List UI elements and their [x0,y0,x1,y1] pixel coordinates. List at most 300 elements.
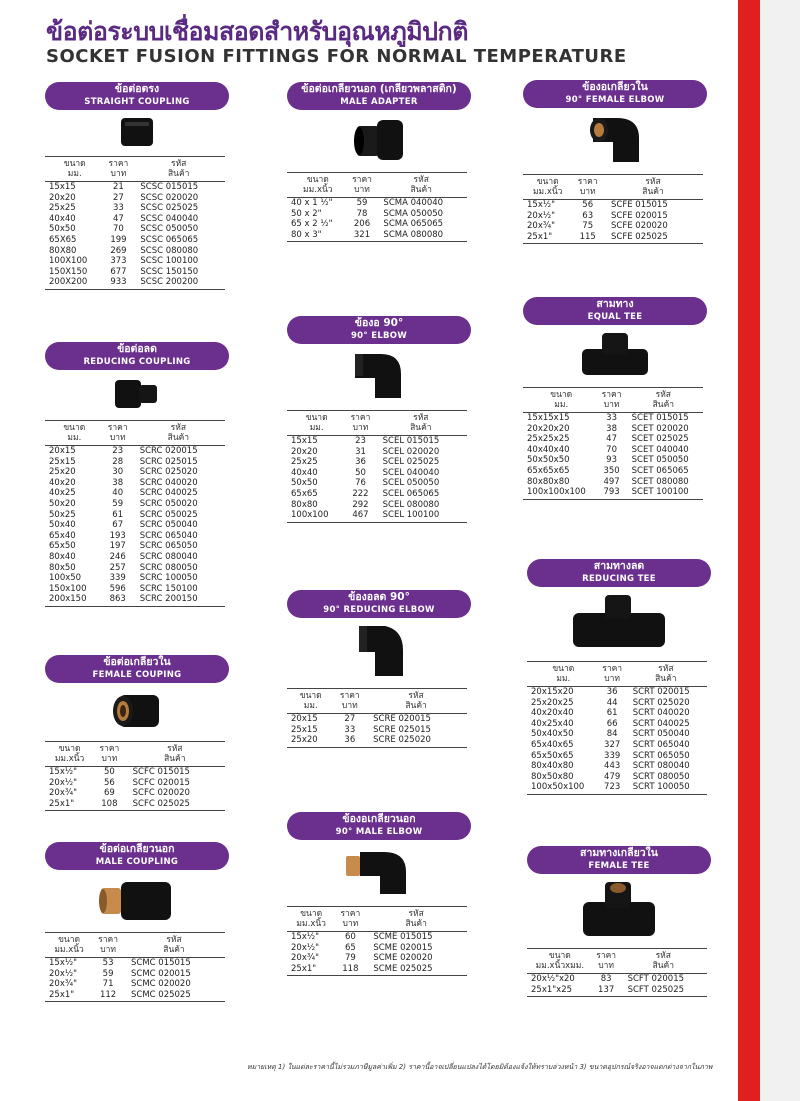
cell-size: 65X65 [49,234,77,245]
cell-code: SCMC 020015 [130,968,191,979]
table-row [287,943,467,954]
cell-price: 60 [344,932,356,942]
header-code: รหัส สินค้า [365,907,467,932]
table-row [45,488,225,499]
table-row [523,221,703,232]
table-row [287,714,467,725]
cell-code: SCRC 020015 [139,446,198,456]
cell-code: SCRT 100050 [625,782,707,794]
section-90-male-elbow [287,812,471,976]
price-table [527,948,707,997]
price-table [45,420,225,607]
cell-size: 25x1" [523,232,572,244]
cell-code: SCMA 065065 [383,219,444,230]
section-name-english: STRAIGHT COUPLING [84,97,190,107]
section-name-english: 90° FEMALE ELBOW [565,95,665,105]
cell-code: SCME 025025 [365,964,467,976]
cell-code: SCSC 200200 [132,277,225,289]
cell-price: 197 [109,541,126,552]
cell-size: 20x15 [291,714,318,724]
header-size: ขนาด มม.xนิ้ว [45,742,94,767]
cell-code: SCMC 020020 [130,979,191,990]
table-row [527,687,707,698]
table-row [523,434,703,445]
cell-price: 75 [582,221,594,232]
cell-price: 933 [105,277,133,289]
product-image [351,350,407,406]
table-row [45,467,225,478]
cell-size: 200X200 [45,277,105,289]
product-image [587,114,643,170]
cell-code: SCET 015015 [631,413,689,423]
cell-price: 350 [603,465,620,476]
cell-size: 20x¾" [49,979,77,990]
section-label [523,297,707,325]
cell-size: 65x50x65 [531,750,574,761]
cell-size: 50x50x50 [527,455,570,466]
cell-price: 63 [582,210,594,221]
cell-size: 20x½" [291,942,319,953]
header-price: ราคา บาท [572,175,603,200]
product-image [349,624,409,684]
price-table-header [287,411,467,436]
cell-code: SCFC 020015 [132,777,190,788]
header-size: ขนาด มม. [45,157,105,182]
cell-size: 80 x 3" [287,230,349,242]
cell-price: 71 [102,979,114,990]
section-name-thai: ข้องอลด 90° [348,591,410,603]
cell-size: 15x15 [291,436,318,446]
product-image [580,331,650,383]
price-table-header [523,175,703,200]
table-row [45,235,225,246]
header-size: ขนาด มม.xนิ้ว [523,175,572,200]
section-name-thai: สามทางลด [593,560,645,572]
cell-price: 373 [110,256,127,267]
header-code: รหัส สินค้า [125,742,225,767]
cell-price: 33 [344,724,356,735]
cell-size: 25x25x25 [527,434,570,445]
cell-price: 61 [606,708,618,719]
cell-price: 339 [604,750,621,761]
price-table [523,174,703,244]
cell-code: SCMA 040040 [383,198,444,208]
cell-size: 20x½"x20 [531,974,575,984]
cell-code: SCRT 040020 [632,708,690,719]
price-table-header [527,949,707,974]
table-row [45,478,225,489]
cell-code: SCFC 025025 [125,799,225,811]
section-label [287,590,471,618]
cell-price: 115 [572,232,603,244]
table-row [45,193,225,204]
page-title-english: SOCKET FUSION FITTINGS FOR NORMAL TEMPERATURE [46,46,627,67]
section-name-thai: ข้อต่อเกลียวใน [103,656,171,668]
product-image [117,116,157,152]
header-size: ขนาด มม. [287,689,334,714]
price-table [45,156,225,290]
cell-size: 20x½" [49,968,77,979]
cell-price: 467 [346,510,374,522]
cell-size: 80X80 [49,245,77,256]
table-row [45,224,225,235]
cell-price: 44 [606,697,618,708]
section-name-thai: สามทางเกลียวใน [580,847,658,859]
cell-code: SCEL 020020 [382,446,440,457]
cell-size: 40x25x40 [531,718,574,729]
table-row [45,267,225,278]
price-table-header [523,388,703,413]
cell-size: 25x20 [49,467,76,478]
cell-code: SCRC 025020 [139,467,198,478]
cell-price: 28 [112,456,124,467]
cell-code: SCRC 050040 [139,520,198,531]
cell-code: SCEL 080080 [382,499,440,510]
table-row [523,413,703,424]
cell-price: 27 [344,714,356,724]
product-image [579,880,659,944]
cell-size: 15x½" [291,932,319,942]
cell-size: 65x50 [49,541,76,552]
cell-size: 40x40x40 [527,444,570,455]
header-price: ราคา บาท [593,949,620,974]
header-price: ราคา บาท [94,742,124,767]
cell-price: 596 [109,583,126,594]
cell-price: 65 [344,942,356,953]
table-row [523,424,703,435]
cell-code: SCEL 050050 [382,478,440,489]
cell-price: 47 [113,213,124,224]
cell-size: 15x½" [49,958,77,968]
cell-code: SCRE 025020 [365,735,467,747]
table-row [287,457,467,468]
cell-size: 80x40 [49,551,76,562]
footnote: หมายเหตุ 1) ในแต่ละราคานี้ไม่รวมภาษีมูลค่าเพิ่ม 2) ราคานี้อาจเปลี่ยนแปลงได้โดยมิต้องแจ้งให้ทราบล่วงหน้า 3) ขนาดอุปกรณ์จริงอาจแตกต่างจากในภาพ [247,1063,713,1071]
cell-price: 677 [110,266,127,277]
cell-code: SCSC 080080 [140,245,199,256]
table-row [523,487,703,499]
section-label [45,342,229,370]
cell-code: SCRT 080050 [632,771,690,782]
table-row [45,969,225,980]
cell-code: SCSC 040040 [140,213,199,224]
cell-size: 50x50 [291,478,318,489]
cell-price: 53 [102,958,114,968]
cell-price: 257 [109,562,126,573]
cell-price: 36 [334,735,365,747]
table-row [45,446,225,457]
cell-code: SCRC 065050 [139,541,198,552]
header-code: รหัส สินค้า [123,933,225,958]
table-row [45,256,225,267]
cell-code: SCET 020020 [631,423,689,434]
table-row [527,729,707,740]
cell-price: 793 [600,487,624,499]
table-row [45,499,225,510]
table-row [287,500,467,511]
cell-price: 112 [93,990,123,1002]
cell-price: 38 [112,477,124,488]
table-row [527,751,707,762]
cell-size: 150X150 [49,266,88,277]
cell-size: 25x20x25 [531,697,574,708]
header-code: รหัส สินค้า [603,175,703,200]
header-size: ขนาด มม.xนิ้ว [287,907,335,932]
cell-price: 269 [110,245,127,256]
section-90-reducing-elbow [287,590,471,748]
section-label [287,812,471,840]
cell-code: SCMA 050050 [383,208,444,219]
cell-price: 59 [356,198,368,208]
cell-size: 20x20 [49,192,76,203]
cell-size: 80x40x80 [531,761,574,772]
cell-price: 38 [606,423,617,434]
cell-price: 30 [112,467,124,478]
price-table-header [45,421,225,446]
cell-code: SCMC 025025 [123,990,225,1002]
section-90-elbow [287,316,471,523]
cell-code: SCSC 100100 [140,256,199,267]
table-row [45,979,225,990]
cell-code: SCFE 020020 [611,221,668,232]
section-female-tee [527,846,711,997]
table-row [45,584,225,595]
cell-code: SCRT 040025 [632,718,690,729]
header-price: ราคา บาท [334,689,365,714]
header-code: รหัส สินค้า [375,173,467,198]
cell-price: 206 [353,219,371,230]
cell-price: 56 [103,777,115,788]
table-row [45,203,225,214]
cell-price: 118 [335,964,365,976]
cell-price: 83 [600,974,612,984]
cell-size: 65 x 2 ½" [291,219,333,230]
cell-price: 36 [606,687,618,697]
table-row [527,719,707,730]
cell-size: 40x25 [49,488,76,499]
cell-size: 40x20x40 [531,708,574,719]
header-price: ราคา บาท [93,933,123,958]
cell-code: SCET 065065 [631,465,689,476]
price-table-header [287,173,467,198]
cell-price: 723 [600,782,625,794]
section-name-english: MALE COUPLING [95,857,179,867]
cell-code: SCSC 065065 [140,234,199,245]
price-table [45,741,225,811]
table-row [45,563,225,574]
cell-code: SCRE 025015 [373,724,431,735]
cell-size: 20x¾" [291,953,319,964]
header-price: ราคา บาท [600,388,624,413]
header-price: ราคา บาท [104,421,132,446]
cell-code: SCFE 020015 [611,210,668,221]
cell-size: 100x50x100 [527,782,600,794]
cell-price: 50 [355,467,366,478]
cell-price: 137 [593,985,620,997]
cell-price: 21 [113,182,124,192]
cell-price: 31 [355,446,366,457]
section-name-english: 90° ELBOW [350,331,408,341]
cell-size: 50x25 [49,509,76,520]
product-image [113,376,161,416]
section-name-english: 90° MALE ELBOW [335,827,423,837]
section-90-female-elbow [523,80,707,244]
section-label [527,846,711,874]
cell-size: 80x50 [49,562,76,573]
table-row [527,761,707,772]
section-label [45,82,229,110]
cell-code: SCME 015015 [373,932,433,942]
table-row [45,510,225,521]
cell-size: 150x100 [49,583,87,594]
section-name-thai: ข้อต่อเกลียวนอก [99,843,175,855]
cell-price: 59 [112,498,124,509]
cell-size: 40x40 [291,467,318,478]
header-size: ขนาด มม. [45,421,104,446]
cell-size: 25x25 [291,457,318,468]
page-edge [760,0,800,1101]
cell-size: 25x15 [291,724,318,735]
header-code: รหัส สินค้า [625,662,707,687]
header-code: รหัส สินค้า [620,949,707,974]
cell-size: 25x20 [287,735,334,747]
section-male-coupling [45,842,229,1002]
cell-code: SCRC 080050 [139,562,198,573]
table-row [45,767,225,778]
cell-code: SCEL 065065 [382,488,440,499]
cell-code: SCRC 100050 [139,573,198,584]
cell-size: 20x½" [49,777,77,788]
table-row [287,209,467,220]
header-code: รหัส สินค้า [132,157,225,182]
section-name-thai: ข้องอเกลียวนอก [342,813,416,825]
header-size: ขนาด มม. [523,388,600,413]
cell-code: SCRT 065050 [632,750,690,761]
cell-size: 65x40x65 [531,739,574,750]
cell-price: 199 [110,234,127,245]
header-size: ขนาด มม. [527,662,600,687]
section-name-english: REDUCING COUPLING [83,357,191,367]
section-name-english: EQUAL TEE [587,312,643,322]
table-row [523,232,703,244]
cell-code: SCET 080080 [631,476,689,487]
cell-size: 20x¾" [49,788,77,799]
cell-size: 80x50x80 [531,771,574,782]
cell-price: 222 [352,488,369,499]
cell-price: 50 [103,767,115,777]
cell-size: 100x100 [287,510,346,522]
section-name-english: FEMALE TEE [588,861,650,871]
product-image [97,876,177,928]
cell-code: SCSC 015015 [140,182,199,192]
cell-size: 100X100 [49,256,88,267]
cell-code: SCSC 050050 [140,224,199,235]
table-row [287,932,467,943]
section-name-english: 90° REDUCING ELBOW [323,605,435,615]
table-row [527,740,707,751]
section-label [527,559,711,587]
table-row [523,445,703,456]
price-table-header [45,157,225,182]
table-row [527,782,707,794]
cell-size: 200x150 [45,594,104,606]
price-table [523,387,703,500]
table-row [45,778,225,789]
section-label [287,82,471,110]
header-price: ราคา บาท [105,157,133,182]
cell-price: 79 [344,953,356,964]
header-code: รหัส สินค้า [375,411,467,436]
cell-code: SCEL 040040 [382,467,440,478]
header-price: ราคา บาท [600,662,625,687]
table-row [45,788,225,799]
cell-code: SCRC 150100 [139,583,198,594]
cell-size: 20x¾" [527,221,555,232]
table-row [45,246,225,257]
cell-price: 33 [113,203,124,214]
cell-size: 25x1" [45,990,93,1002]
table-row [527,708,707,719]
cell-price: 67 [112,520,124,531]
price-table [287,906,467,976]
table-row [523,466,703,477]
cell-size: 65x65 [291,488,318,499]
cell-code: SCET 100100 [624,487,703,499]
cell-size: 80x80 [291,499,318,510]
table-row [45,990,225,1002]
section-label [523,80,707,108]
cell-size: 15x15x15 [527,413,570,423]
cell-code: SCEL 100100 [375,510,467,522]
table-row [287,964,467,976]
table-row [287,436,467,447]
header-code: รหัส สินค้า [132,421,225,446]
cell-code: SCRC 040025 [139,488,198,499]
cell-code: SCRT 025020 [632,697,690,708]
header-code: รหัส สินค้า [624,388,703,413]
cell-code: SCFC 020020 [132,788,190,799]
cell-price: 193 [109,530,126,541]
product-image [109,689,165,737]
cell-size: 15x15 [49,182,76,192]
section-label [45,655,229,683]
cell-price: 23 [112,446,124,456]
table-row [287,219,467,230]
table-row [523,455,703,466]
cell-size: 15x½" [527,200,555,210]
cell-size: 50x50 [49,224,76,235]
cell-price: 47 [606,434,617,445]
header-size: ขนาด มม.xนิ้ว [287,173,349,198]
cell-size: 50x20 [49,498,76,509]
cell-size: 65x65x65 [527,465,570,476]
cell-price: 108 [94,799,124,811]
cell-code: SCRC 025015 [139,456,198,467]
cell-code: SCME 020015 [373,942,433,953]
price-table-header [527,662,707,687]
price-table-header [287,907,467,932]
table-row [287,230,467,242]
cell-size: 20x15 [49,446,76,456]
cell-code: SCRC 040020 [139,477,198,488]
table-row [527,974,707,985]
cell-code: SCFC 015015 [132,767,190,777]
cell-size: 25x1" [287,964,335,976]
cell-size: 15x½" [49,767,77,777]
cell-price: 66 [606,718,618,729]
red-side-stripe [738,0,760,1101]
section-equal-tee [523,297,707,500]
